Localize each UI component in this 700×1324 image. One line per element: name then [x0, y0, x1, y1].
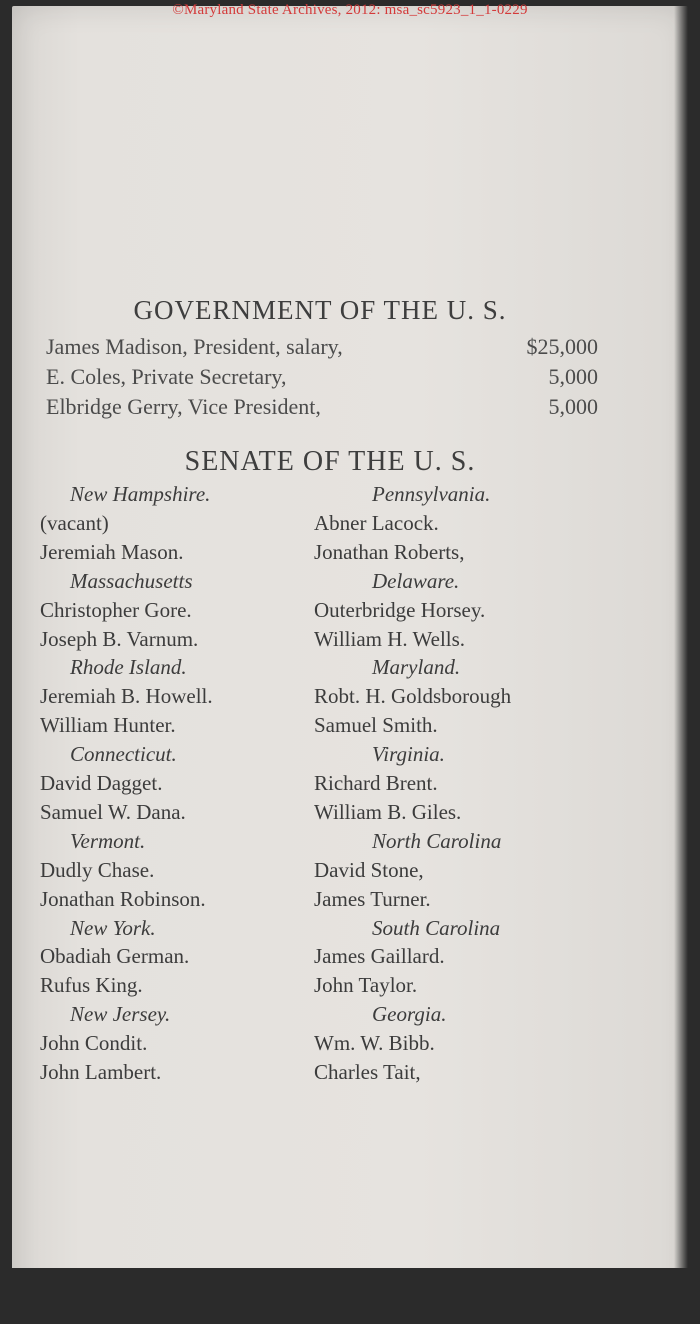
senator-name: John Taylor.	[314, 973, 418, 998]
state-heading: Pennsylvania.	[372, 482, 491, 506]
government-row-label: E. Coles, Private Secretary,	[46, 364, 287, 389]
state-heading: New Jersey.	[70, 1002, 171, 1027]
senator-name: Samuel Smith.	[314, 713, 438, 738]
state-heading: Connecticut.	[70, 742, 177, 767]
government-row-amount: 5,000	[548, 394, 598, 419]
government-row	[46, 334, 598, 360]
state-heading: Virginia.	[372, 742, 445, 767]
senator-name: Richard Brent.	[314, 771, 438, 795]
senator-name: William H. Wells.	[314, 626, 466, 651]
senator-name: David Stone,	[314, 857, 424, 882]
state-heading: Rhode Island.	[70, 655, 187, 680]
senator-name: Wm. W. Bibb.	[314, 1031, 435, 1056]
senator-name: Outerbridge Horsey.	[314, 597, 486, 622]
senator-name: (vacant)	[40, 510, 109, 535]
senator-name: William B. Giles.	[314, 799, 462, 824]
state-heading: Delaware.	[372, 568, 460, 593]
state-heading: Maryland.	[372, 655, 461, 680]
page-edge	[674, 6, 688, 1312]
senator-name: Robt. H. Goldsborough	[314, 684, 512, 709]
senator-name: David Dagget.	[40, 771, 163, 795]
government-row	[46, 364, 598, 390]
state-heading: Vermont.	[70, 828, 146, 853]
senate-title: SENATE OF THE U. S.	[184, 446, 476, 477]
page-bottom-background	[12, 1268, 688, 1324]
senator-name: James Gaillard.	[314, 944, 445, 969]
government-title: GOVERNMENT OF THE U. S.	[133, 295, 507, 325]
senator-name: Charles Tait,	[314, 1060, 421, 1084]
senator-name: Jonathan Roberts,	[314, 539, 465, 564]
senator-name: John Condit.	[40, 1031, 148, 1056]
senator-name: Jonathan Robinson.	[40, 886, 206, 911]
state-heading: South Carolina	[372, 915, 501, 940]
senator-name: Rufus King.	[40, 973, 143, 998]
senator-name: John Lambert.	[40, 1060, 162, 1084]
senator-name: Jeremiah B. Howell.	[40, 684, 213, 709]
state-heading: Massachusetts	[70, 568, 193, 593]
government-row	[46, 394, 598, 420]
government-row-amount: $25,000	[526, 334, 598, 359]
senator-name: Samuel W. Dana.	[40, 799, 186, 824]
state-heading: North Carolina	[372, 828, 502, 853]
government-row-label: Elbridge Gerry, Vice President,	[46, 394, 321, 419]
government-row-amount: 5,000	[548, 364, 598, 389]
senator-name: Jeremiah Mason.	[40, 539, 184, 564]
senator-name: Dudly Chase.	[40, 857, 155, 882]
state-heading: New York.	[70, 915, 156, 940]
senator-name: James Turner.	[314, 886, 431, 911]
state-heading: Georgia.	[372, 1002, 447, 1027]
senator-name: Joseph B. Varnum.	[40, 626, 199, 651]
senator-name: Obadiah German.	[40, 944, 190, 969]
state-heading: New Hampshire.	[70, 482, 211, 506]
senator-name: William Hunter.	[40, 713, 176, 738]
senator-name: Abner Lacock.	[314, 510, 439, 535]
archive-watermark: ©Maryland State Archives, 2012: msa_sc5923_1_1-0229	[172, 2, 528, 18]
senator-name: Christopher Gore.	[40, 597, 192, 622]
government-row-label: James Madison, President, salary,	[46, 334, 343, 359]
